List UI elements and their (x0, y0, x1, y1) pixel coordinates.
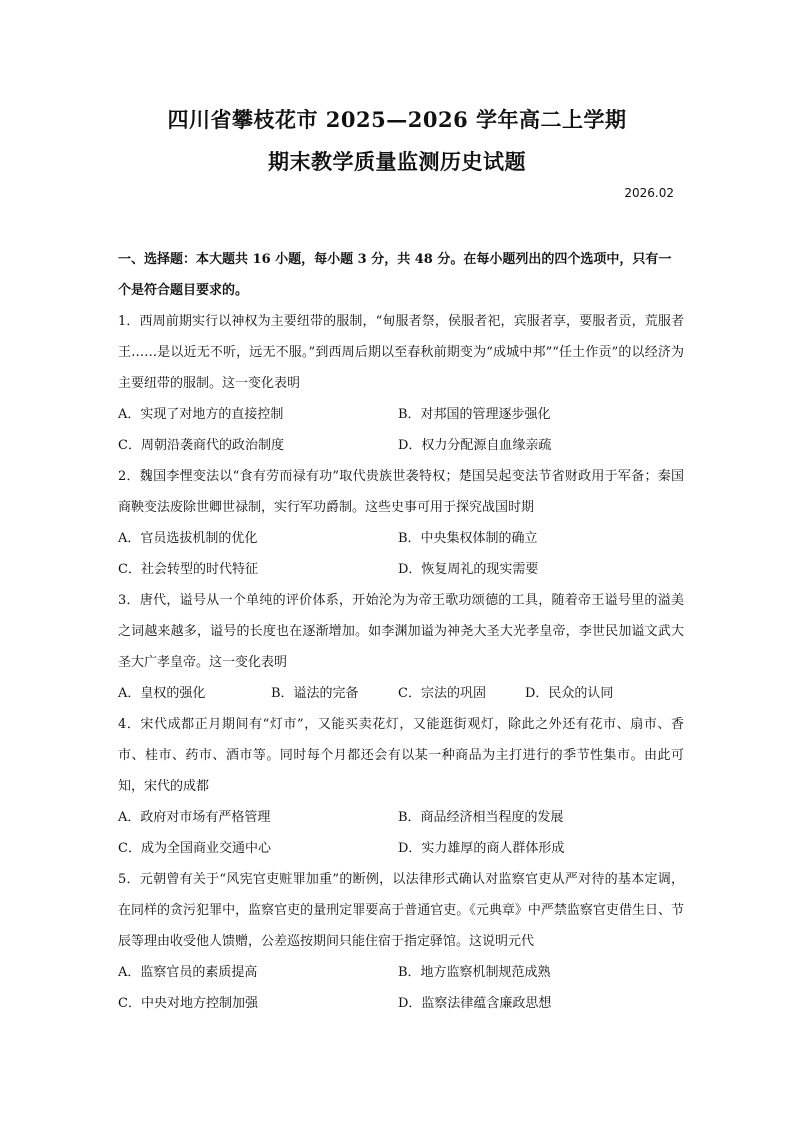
question-2 (118, 461, 684, 585)
question-stem: 4．宋代成都正月期间有“灯市”，又能买卖花灯，又能逛街观灯，除此之外还有花市、扇市、香市、桂市、药市、酒市等。同时每个月都还会有以某一种商品为主打进行的季节性集市。由此可知，宋代的成都 (118, 717, 684, 794)
option-a[interactable]: A．监察官员的素质提高 (118, 965, 258, 980)
option-d[interactable]: D．实力雄厚的商人群体形成 (398, 841, 565, 856)
option-c[interactable]: C．中央对地方控制加强 (118, 996, 258, 1011)
question-stem: 2．魏国李悝变法以“食有劳而禄有功”取代贵族世袭特权；楚国吴起变法节省财政用于军备；秦国商鞅变法废除世卿世禄制，实行军功爵制。这些史事可用于探究战国时期 (118, 469, 684, 515)
exam-title-line1: 四川省攀枝花市 2025—2026 学年高二上学期 (167, 107, 627, 132)
question-3 (118, 585, 684, 709)
option-b[interactable]: B．地方监察机制规范成熟 (398, 965, 551, 980)
option-a[interactable]: A．官员选拔机制的优化 (118, 531, 258, 546)
exam-date: 2026.02 (624, 186, 674, 200)
option-b[interactable]: B．对邦国的管理逐步强化 (398, 407, 551, 422)
option-a[interactable]: A．实现了对地方的直接控制 (118, 407, 284, 422)
option-c[interactable]: C．周朝沿袭商代的政治制度 (118, 438, 284, 453)
question-stem: 1．西周前期实行以神权为主要纽带的服制，“甸服者祭，侯服者祀，宾服者享，要服者贡，荒服者王……是以近无不听，远无不服。”到西周后期以至春秋前期变为“成城中邦”“任土作贡”的以经济为主要纽带的服制。这一变化表明 (118, 314, 684, 391)
option-group (118, 802, 684, 864)
option-d[interactable]: D．权力分配源自血缘亲疏 (398, 438, 552, 453)
option-c[interactable]: C．成为全国商业交通中心 (118, 841, 271, 856)
option-a[interactable]: A．皇权的强化 (118, 686, 206, 701)
option-d[interactable]: D．民众的认同 (525, 686, 614, 701)
question-5 (118, 864, 684, 1019)
option-group (118, 957, 684, 1019)
option-b[interactable]: B．中央集权体制的确立 (398, 531, 538, 546)
question-stem: 5．元朝曾有关于“风宪官吏赃罪加重”的断例，以法律形式确认对监察官吏从严对待的基本定调，在同样的贪污犯罪中，监察官吏的量刑定罪要高于普通官吏。《元典章》中严禁监察官吏借生日、节辰等理由收受他人馈赠，公差巡按期间只能住宿于指定驿馆。这说明元代 (118, 872, 684, 949)
option-d[interactable]: D．监察法律蕴含廉政思想 (398, 996, 552, 1011)
question-1 (118, 306, 684, 461)
option-d[interactable]: D．恢复周礼的现实需要 (398, 562, 539, 577)
option-c[interactable]: C．社会转型的时代特征 (118, 562, 258, 577)
option-c[interactable]: C．宗法的巩固 (398, 686, 486, 701)
exam-body (118, 244, 684, 1019)
question-4 (118, 709, 684, 864)
option-a[interactable]: A．政府对市场有严格管理 (118, 810, 271, 825)
exam-title-line2: 期末教学质量监测历史试题 (268, 149, 526, 174)
option-group (118, 523, 684, 585)
section-heading: 一、选择题：本大题共 16 小题，每小题 3 分，共 48 分。在每小题列出的四个选项中，只有一个是符合题目要求的。 (118, 252, 672, 298)
option-group (118, 678, 684, 709)
question-stem: 3．唐代，谥号从一个单纯的评价体系，开始沦为为帝王歌功颂德的工具，随着帝王谥号里的溢美之词越来越多，谥号的长度也在逐渐增加。如李渊加谥为神尧大圣大光孝皇帝，李世民加谥文武大圣大广孝皇帝。这一变化表明 (118, 593, 684, 670)
option-b[interactable]: B．谥法的完备 (271, 686, 359, 701)
option-group (118, 399, 684, 461)
option-b[interactable]: B．商品经济相当程度的发展 (398, 810, 564, 825)
